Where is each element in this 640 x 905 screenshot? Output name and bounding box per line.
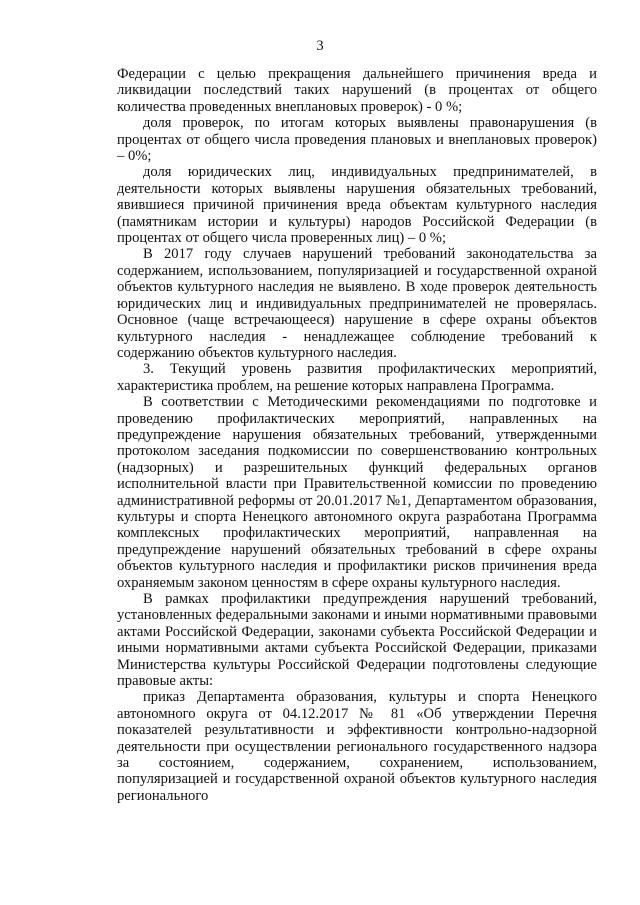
paragraph-order-81: приказ Департамента образования, культуры и спорта Ненецкого автономного округа от 04.12.2017 № 81 «Об утверждении Перечня показателей результативности и эффективности контрольно-надзорной деятельности при осуществлении регионального государственного надзора за состоянием, содержанием, сохранением, использованием, популяризацией и государственной охраной объектов культурного наследия регионального xyxy=(117,689,597,804)
paragraph-2017-results: В 2017 году случаев нарушений требований законодательства за содержанием, использованием, популяризацией и государственной охраной объектов культурного наследия не выявлено. В ходе проверок деятельность юридических лиц и индивидуальных предпринимателей не проверялась. Основное (чаще встречающееся) нарушение в сфере охраны объектов культурного наследия - ненадлежащее соблюдение требований к содержанию объектов культурного наследия. xyxy=(117,246,597,361)
page-number: 3 xyxy=(316,38,324,54)
section-heading-3: 3. Текущий уровень развития профилактических мероприятий, характеристика проблем, на решение которых направлена Программа. xyxy=(117,361,597,394)
paragraph-methodical-recommendations: В соответствии с Методическими рекомендациями по подготовке и проведению профилактических мероприятий, направленных на предупреждение нарушения обязательных требований, утвержденными протоколом заседания подкомиссии по совершенствованию контрольных (надзорных) и разрешительных функций федеральных органов исполнительной власти при Правительственной комиссии по проведению административной реформы от 20.01.2017 №1, Департаментом образования, культуры и спорта Ненецкого автономного округа разработана Программа комплексных профилактических мероприятий, направленная на предупреждение нарушений обязательных требований в сфере охраны объектов культурного наследия и профилактики рисков причинения вреда охраняемым законом ценностям в сфере охраны культурного наследия. xyxy=(117,394,597,591)
body-text xyxy=(117,66,597,804)
paragraph-legal-entities-share: доля юридических лиц, индивидуальных предпринимателей, в деятельности которых выявлены нарушения обязательных требований, явившиеся причиной причинения вреда объектам культурного наследия (памятникам истории и культуры) народов Российской Федерации (в процентах от общего числа проверенных лиц) – 0 %; xyxy=(117,164,597,247)
paragraph-prevention-framework: В рамках профилактики предупреждения нарушений требований, установленных федеральными законами и иными нормативными правовыми актами Российской Федерации, законами субъекта Российской Федерации и иными нормативными актами субъекта Российской Федерации, приказами Министерства культуры Российской Федерации подготовлены следующие правовые акты: xyxy=(117,591,597,690)
paragraph-violations-share: доля проверок, по итогам которых выявлены правонарушения (в процентах от общего числа проведения плановых и внеплановых проверок) – 0%; xyxy=(117,115,597,165)
paragraph-continuation: Федерации с целью прекращения дальнейшего причинения вреда и ликвидации последствий таких нарушений (в процентах от общего количества проведенных внеплановых проверок) - 0 %; xyxy=(117,66,597,115)
